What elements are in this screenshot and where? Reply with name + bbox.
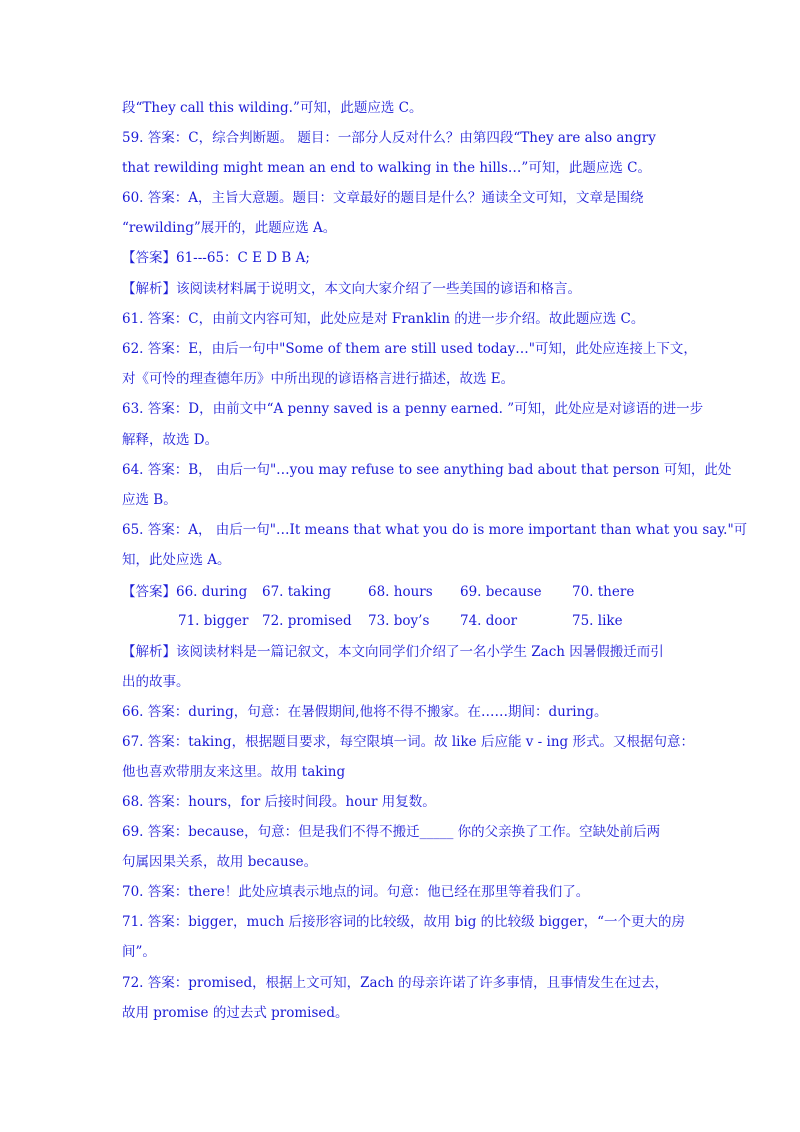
text-line: 应选 B。 bbox=[122, 492, 177, 508]
text-line: 句属因果关系，故用 because。 bbox=[122, 854, 318, 870]
answer-item: 67. taking bbox=[262, 584, 332, 600]
text-line: 故用 promise 的过去式 promised。 bbox=[122, 1005, 349, 1021]
text-line: 62. 答案：E，由后一句中"Some of them are still used today…"可知，此处应连接上下文， bbox=[122, 341, 697, 357]
text-line: 69. 答案：because，句意：但是我们不得不搬迁_____ 你的父亲换了工作。空缺处前后两 bbox=[122, 824, 661, 840]
text-line: 出的故事。 bbox=[122, 674, 190, 690]
text-line: 71. 答案：bigger，much 后接形容词的比较级，故用 big 的比较级 bigger，“一个更大的房 bbox=[122, 914, 686, 930]
answer-item: 73. boy’s bbox=[368, 613, 430, 629]
answer-item: 70. there bbox=[572, 584, 635, 600]
text-line: “rewilding”展开的，此题应选 A。 bbox=[122, 220, 337, 236]
text-line: 70. 答案：there！此处应填表示地点的词。句意：他已经在那里等着我们了。 bbox=[122, 884, 590, 900]
text-line: 对《可怜的理查德年历》中所出现的谚语格言进行描述，故选 E。 bbox=[122, 371, 515, 387]
text-line: 68. 答案：hours，for 后接时间段。hour 用复数。 bbox=[122, 794, 436, 810]
text-line: 66. 答案：during，句意：在暑假期间,他将不得不搬家。在……期间：during。 bbox=[122, 704, 608, 720]
text-line: 间”。 bbox=[122, 944, 156, 960]
text-line: 知，此处应选 A。 bbox=[122, 552, 231, 568]
text-line: 72. 答案：promised，根据上文可知，Zach 的母亲许诺了许多事情，且事情发生在过去， bbox=[122, 975, 669, 991]
answer-item: 【答案】66. during bbox=[122, 584, 248, 600]
text-line: 段“They call this wilding.”可知，此题应选 C。 bbox=[122, 100, 423, 116]
answer-item: 75. like bbox=[572, 613, 623, 629]
answer-item: 72. promised bbox=[262, 613, 352, 629]
text-line: 解释，故选 D。 bbox=[122, 432, 219, 448]
text-line: 67. 答案：taking，根据题目要求，每空限填一词。故 like 后应能 v - ing 形式。又根据句意： bbox=[122, 734, 694, 750]
text-line: 59. 答案：C，综合判断题。 题目：一部分人反对什么？由第四段“They are also angry bbox=[122, 130, 656, 146]
text-line: 他也喜欢带朋友来这里。故用 taking bbox=[122, 764, 346, 780]
answer-header-61-65: 【答案】61---65：C E D B A; bbox=[122, 250, 310, 266]
answer-item: 69. because bbox=[460, 584, 542, 600]
text-line: 65. 答案：A， 由后一句"…It means that what you do is more important than what you say."可 bbox=[122, 522, 748, 538]
text-line: that rewilding might mean an end to walking in the hills…”可知，此题应选 C。 bbox=[122, 160, 651, 176]
text-line: 61. 答案：C，由前文内容可知，此处应是对 Franklin 的进一步介绍。故此题应选 C。 bbox=[122, 311, 645, 327]
answer-item: 68. hours bbox=[368, 584, 433, 600]
text-line: 60. 答案：A，主旨大意题。题目：文章最好的题目是什么？通读全文可知，文章是围绕 bbox=[122, 190, 644, 206]
text-line: 64. 答案：B， 由后一句"…you may refuse to see anything bad about that person 可知，此处 bbox=[122, 462, 732, 478]
answer-item: 71. bigger bbox=[178, 613, 249, 629]
analysis-header: 【解析】该阅读材料属于说明文，本文向大家介绍了一些美国的谚语和格言。 bbox=[122, 281, 581, 297]
answer-item: 74. door bbox=[460, 613, 518, 629]
text-line: 63. 答案：D，由前文中“A penny saved is a penny earned. ”可知，此处应是对谚语的进一步 bbox=[122, 401, 704, 417]
analysis-header: 【解析】该阅读材料是一篇记叙文，本文向同学们介绍了一名小学生 Zach 因暑假搬迁而引 bbox=[122, 644, 664, 660]
